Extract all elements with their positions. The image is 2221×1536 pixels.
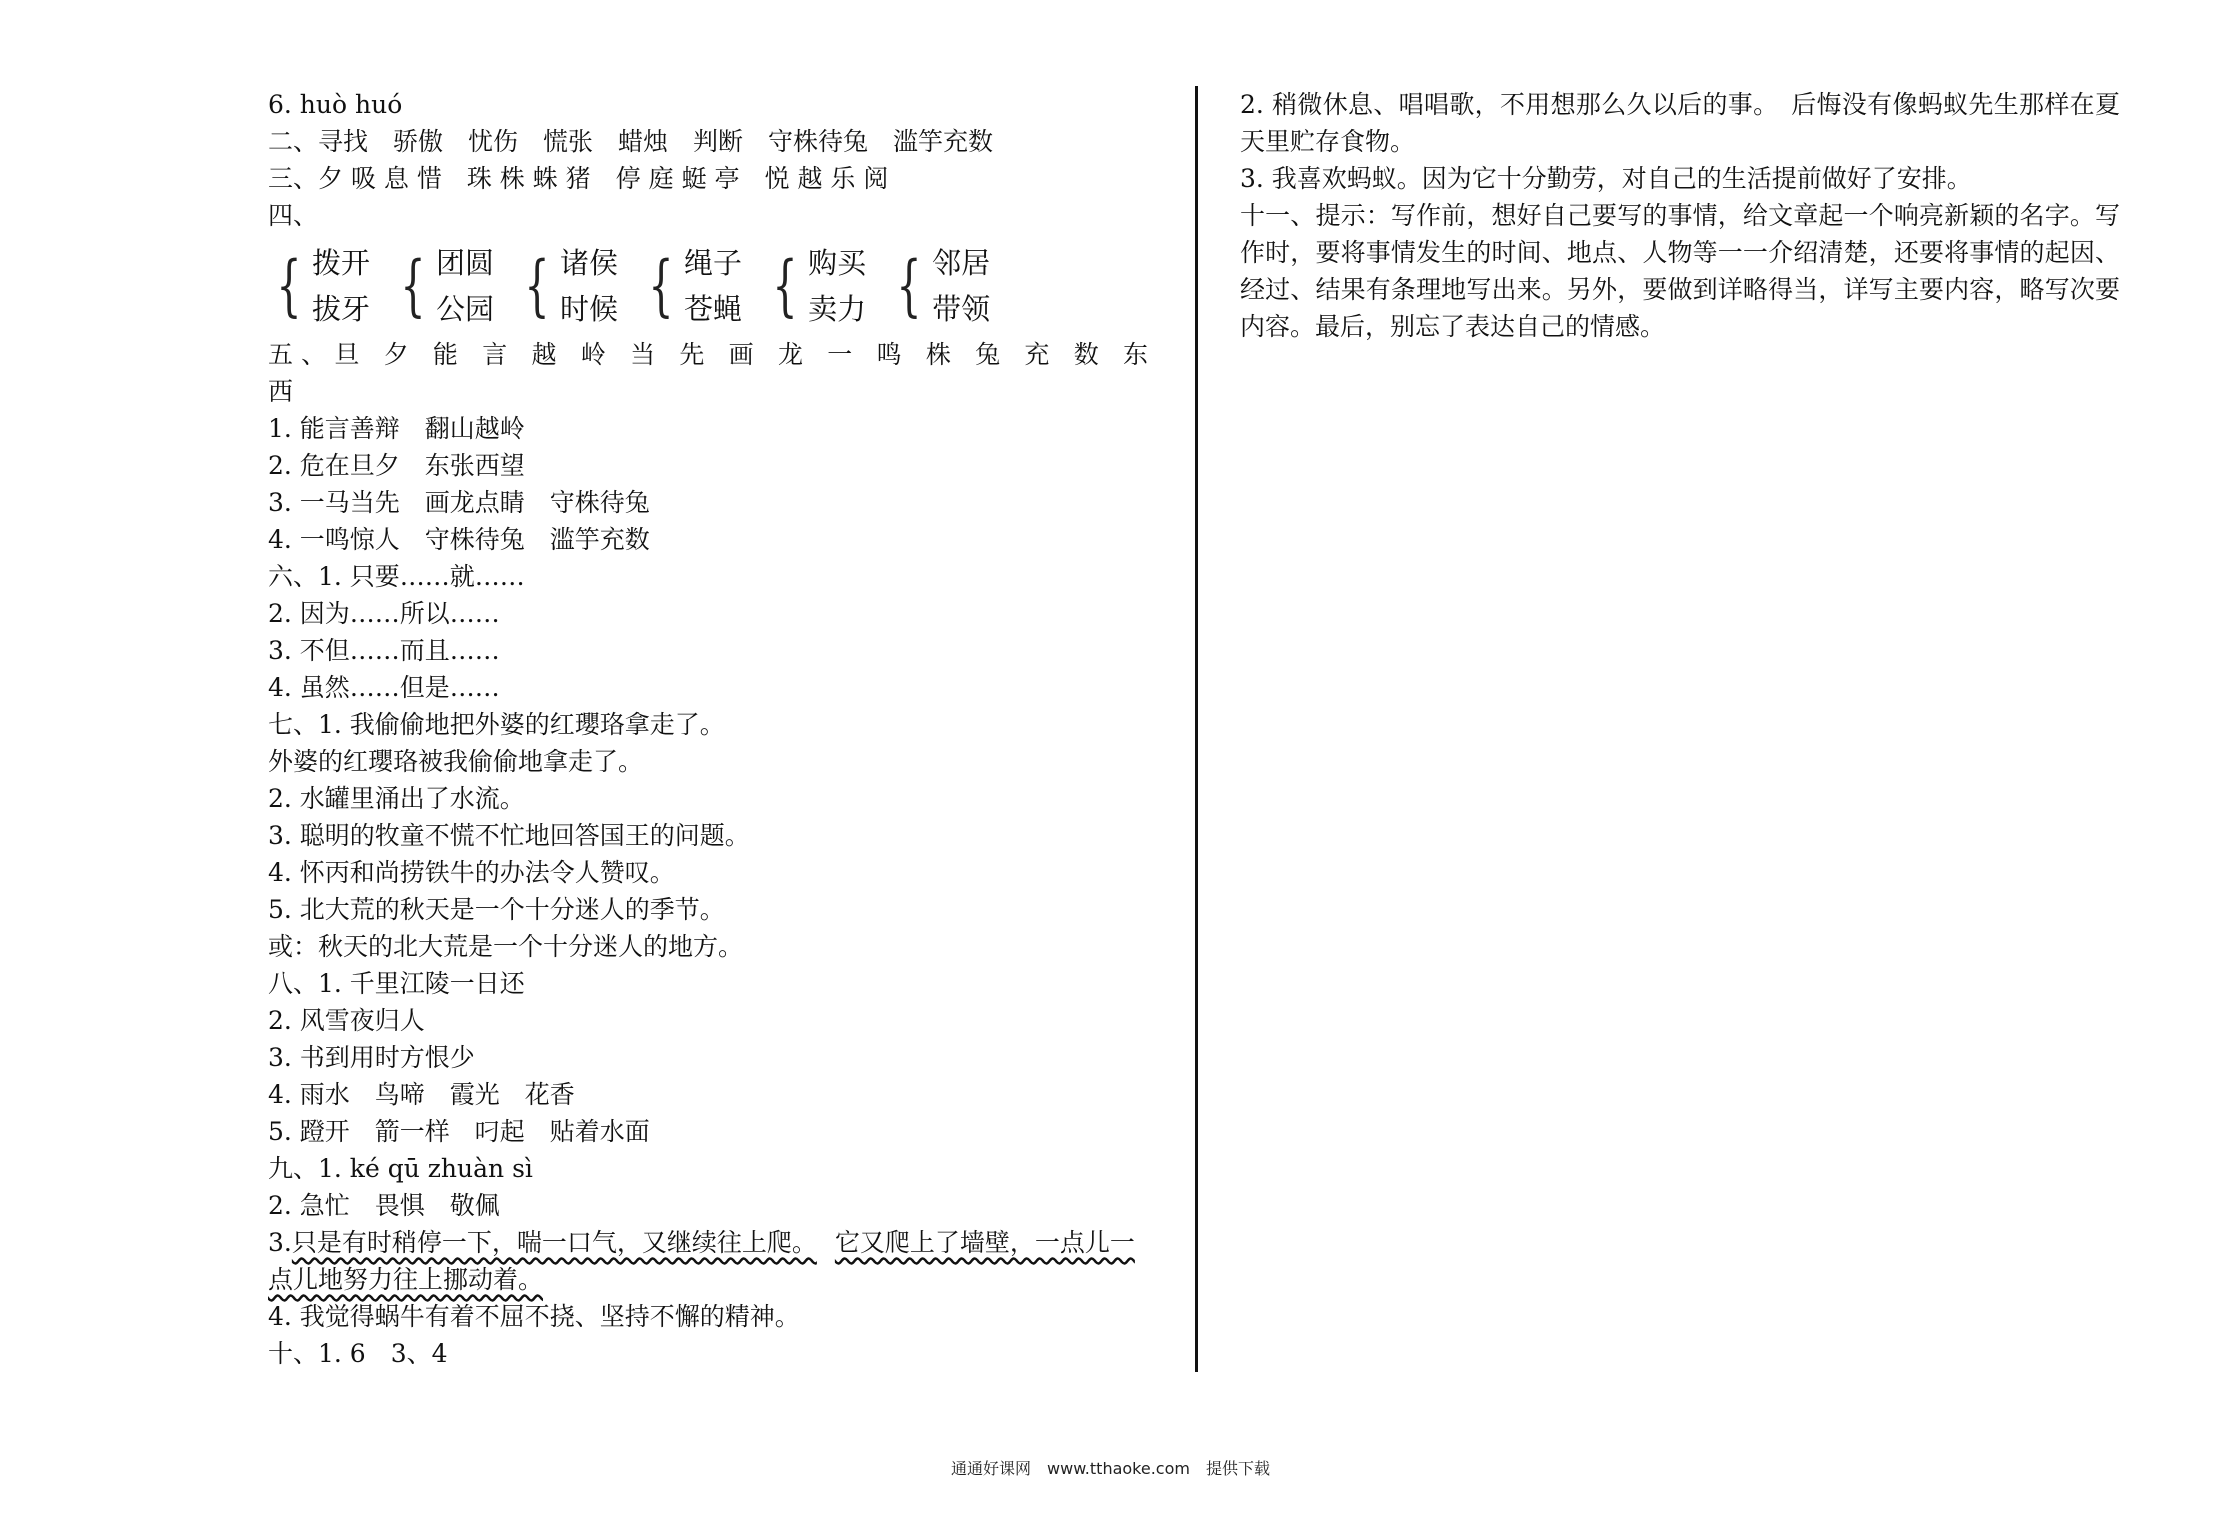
answer-line: 3. 书到用时方恨少 <box>268 1043 475 1072</box>
answer-line: 3. 聪明的牧童不慌不忙地回答国王的问题。 <box>268 821 750 850</box>
answer-line: 或：秋天的北大荒是一个十分迷人的地方。 <box>268 932 744 961</box>
word-top: 诸侯 <box>560 246 619 280</box>
word-top: 拨开 <box>312 246 371 280</box>
brace-icon: { <box>772 247 798 324</box>
word-bottom: 公园 <box>436 292 495 326</box>
word-pair <box>268 240 370 332</box>
page-footer: 通通好课网 www.tthaoke.com 提供下载 <box>951 1459 1270 1478</box>
answer-line: 5. 蹬开 箭一样 叼起 贴着水面 <box>268 1117 650 1146</box>
word-top: 购买 <box>808 246 867 280</box>
answer-paragraph: 十一、提示：写作前，想好自己要写的事情，给文章起一个响亮新颖的名字。写作时，要将事情发生的时间、地点、人物等一一介绍清楚，还要将事情的起因、经过、结果有条理地写出来。另外，要做到详略得当，详写主要内容，略写次要内容。最后，别忘了表达自己的情感。 <box>1240 201 2120 341</box>
brace-icon: { <box>896 247 922 324</box>
brace-icon: { <box>648 247 674 324</box>
answer-line: 七、1. 我偷偷地把外婆的红瓔珞拿走了。 <box>268 710 725 739</box>
answer-line: 4. 怀丙和尚捞铁牛的办法令人赞叹。 <box>268 858 675 887</box>
answer-line: 2. 水罐里涌出了水流。 <box>268 784 525 813</box>
word-pair <box>516 240 618 332</box>
answer-line: 2. 急忙 畏惧 敬佩 <box>268 1191 500 1220</box>
answer-line: 西 <box>268 377 294 406</box>
word-pair <box>392 240 494 332</box>
answer-line: 五、旦 夕 能 言 越 岭 当 先 画 龙 一 鸣 株 兔 充 数 东 <box>268 340 1148 369</box>
answer-line: 六、1. 只要……就…… <box>268 562 525 591</box>
word-pair <box>764 240 866 332</box>
answer-line: 4. 虽然……但是…… <box>268 673 500 702</box>
word-bottom: 苍蝇 <box>684 292 743 326</box>
answer-line: 4. 一鸣惊人 守株待兔 滥竽充数 <box>268 525 650 554</box>
underlined-sentence: 只是有时稍停一下，喘一口气，又继续往上爬。 <box>291 1228 817 1257</box>
answer-paragraph: 3. 我喜欢蚂蚁。因为它十分勤劳，对自己的生活提前做好了安排。 <box>1240 164 1972 193</box>
answer-line <box>268 1261 1148 1298</box>
answer-line: 2. 危在旦夕 东张西望 <box>268 451 525 480</box>
answer-line: 九、1. ké qū zhuàn sì <box>268 1154 533 1183</box>
answer-line: 外婆的红瓔珞被我偷偷地拿走了。 <box>268 747 644 776</box>
answer-line: 十、1. 6 3、4 <box>268 1339 448 1368</box>
column-divider <box>1195 86 1198 1372</box>
answer-line <box>268 1224 1148 1261</box>
word-pairs <box>268 236 1148 336</box>
answer-number: 3. <box>268 1228 292 1257</box>
answer-line: 4. 我觉得蜗牛有着不屈不挠、坚持不懈的精神。 <box>268 1302 800 1331</box>
answer-line: 6. huò huó <box>268 90 403 119</box>
word-pair <box>640 240 742 332</box>
word-bottom: 带领 <box>932 292 991 326</box>
answer-line: 2. 因为……所以…… <box>268 599 500 628</box>
word-bottom: 时候 <box>560 292 619 326</box>
word-pair <box>888 240 990 332</box>
brace-icon: { <box>524 247 550 324</box>
answer-line: 3. 一马当先 画龙点睛 守株待兔 <box>268 488 650 517</box>
answer-paragraph: 2. 稍微休息、唱唱歌，不用想那么久以后的事。 后悔没有像蚂蚁先生那样在夏天里贮存食物。 <box>1240 90 2120 156</box>
answer-line: 5. 北大荒的秋天是一个十分迷人的季节。 <box>268 895 725 924</box>
answer-line: 三、夕 吸 息 惜 珠 株 蛛 猪 停 庭 蜓 亭 悦 越 乐 阅 <box>268 164 889 193</box>
answer-line: 二、寻找 骄傲 忧伤 慌张 蜡烛 判断 守株待兔 滥竽充数 <box>268 127 994 156</box>
answer-line: 3. 不但……而且…… <box>268 636 500 665</box>
answer-line: 四、 <box>268 201 319 230</box>
word-top: 团圆 <box>436 246 495 280</box>
answer-line: 八、1. 千里江陵一日还 <box>268 969 525 998</box>
right-column <box>1240 86 2120 345</box>
brace-icon: { <box>276 247 302 324</box>
underlined-sentence: 点儿地努力往上挪动着。 <box>268 1265 544 1294</box>
word-bottom: 卖力 <box>808 292 867 326</box>
word-top: 绳子 <box>684 246 743 280</box>
answer-line: 2. 风雪夜归人 <box>268 1006 425 1035</box>
word-top: 邻居 <box>932 246 991 280</box>
underlined-sentence: 它又爬上了墙壁，一点儿一 <box>834 1228 1135 1257</box>
word-bottom: 拔牙 <box>312 292 371 326</box>
answer-line: 4. 雨水 鸟啼 霞光 花香 <box>268 1080 575 1109</box>
left-column <box>268 86 1148 1372</box>
answer-line: 1. 能言善辩 翻山越岭 <box>268 414 525 443</box>
brace-icon: { <box>400 247 426 324</box>
